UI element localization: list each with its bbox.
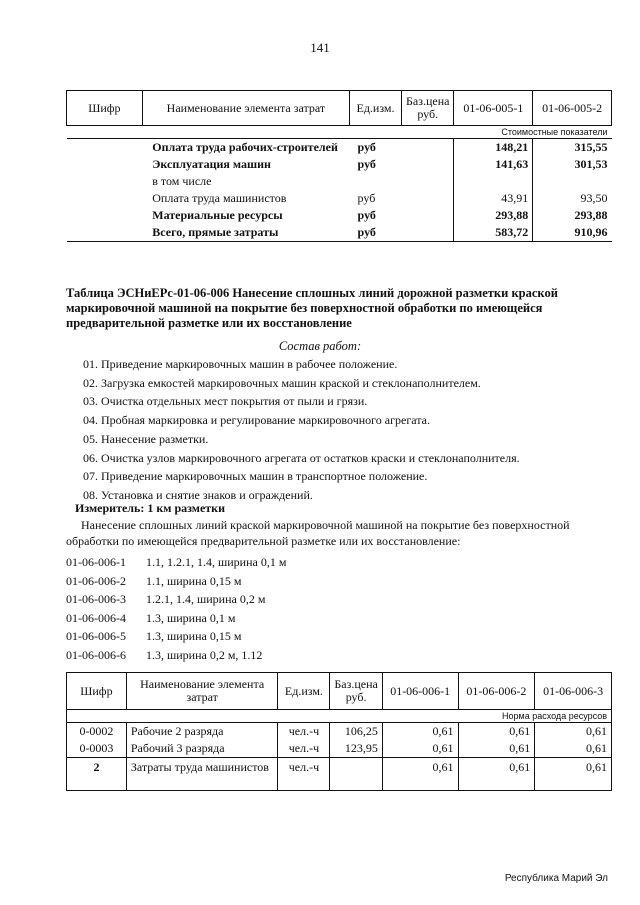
row-unit: чел.-ч bbox=[278, 758, 330, 791]
row-value: 583,72 bbox=[454, 224, 533, 242]
row-unit: чел.-ч bbox=[278, 740, 330, 758]
table-row bbox=[67, 740, 612, 758]
header-price: Баз.цена руб. bbox=[402, 91, 454, 126]
cost-table-header bbox=[67, 91, 612, 126]
row-unit: руб bbox=[357, 208, 376, 222]
code: 01-06-006-2 bbox=[66, 573, 126, 588]
row-name: Оплата труда рабочих-строителей bbox=[152, 140, 338, 154]
row-unit: руб bbox=[350, 224, 402, 242]
list-item bbox=[66, 627, 286, 646]
row-unit: руб bbox=[357, 157, 376, 171]
composition-heading: Состав работ: bbox=[278, 339, 362, 353]
row-value: 910,96 bbox=[533, 224, 612, 242]
header-name: Наименование элемента затрат bbox=[142, 91, 349, 126]
header-price: Баз.цена руб. bbox=[330, 673, 382, 710]
row-name: Рабочий 3 разряда bbox=[126, 740, 278, 758]
row-code: 0-0003 bbox=[67, 740, 127, 758]
list-item bbox=[66, 590, 286, 609]
list-item bbox=[66, 609, 286, 628]
footer-region: Республика Марий Эл bbox=[504, 873, 608, 884]
description: Нанесение сплошных линий краской маркировочной машиной на покрытие без поверхностной обработки по имеющейся предварительной разметке или их восстановление: bbox=[66, 518, 570, 548]
row-name: Всего, прямые затраты bbox=[142, 224, 349, 242]
row-value: 293,88 bbox=[454, 207, 533, 224]
row-name: в том числе bbox=[152, 174, 212, 188]
cost-subheader: Стоимостные показатели bbox=[67, 126, 612, 139]
row-price: 123,95 bbox=[330, 740, 382, 758]
table-row bbox=[67, 207, 612, 224]
row-value: 0,61 bbox=[458, 723, 535, 741]
row-value: 293,88 bbox=[533, 207, 612, 224]
list-item bbox=[66, 553, 286, 572]
code-text: 1.1, 1.2.1, 1.4, ширина 0,1 м bbox=[146, 555, 287, 569]
header-col1: 01-06-005-1 bbox=[454, 91, 533, 126]
code-text: 1.2.1, 1.4, ширина 0,2 м bbox=[146, 592, 266, 606]
code: 01-06-006-5 bbox=[66, 629, 126, 643]
list-item: 04. Пробная маркировка и регулирование маркировочного агрегата. bbox=[83, 413, 430, 428]
resource-table-header bbox=[67, 673, 612, 710]
row-name: Рабочие 2 разряда bbox=[126, 723, 278, 741]
code: 01-06-006-6 bbox=[66, 647, 126, 662]
row-name: Оплата труда машинистов bbox=[152, 191, 287, 205]
code: 01-06-006-3 bbox=[66, 592, 126, 606]
row-value: 0,61 bbox=[382, 740, 458, 758]
table-row bbox=[67, 173, 612, 190]
row-value: 0,61 bbox=[458, 758, 535, 791]
row-unit: чел.-ч bbox=[278, 723, 330, 741]
list-item: 08. Установка и снятие знаков и ограждений. bbox=[83, 487, 313, 502]
table-row bbox=[67, 190, 612, 207]
list-item: 02. Загрузка емкостей маркировочных машин краской и стеклонаполнителем. bbox=[83, 375, 481, 390]
row-name: Эксплуатация машин bbox=[152, 157, 271, 171]
codes-list bbox=[66, 553, 286, 664]
header-name: Наименование элемента затрат bbox=[126, 673, 278, 710]
code-text: 1.3, ширина 0,2 м, 1.12 bbox=[146, 647, 263, 662]
resource-table bbox=[66, 672, 612, 791]
header-col3: 01-06-006-3 bbox=[535, 673, 612, 710]
list-item bbox=[66, 646, 286, 665]
header-code: Шифр bbox=[67, 91, 143, 126]
header-code: Шифр bbox=[67, 673, 127, 710]
row-value: 0,61 bbox=[535, 723, 612, 741]
row-unit: руб bbox=[357, 191, 376, 205]
row-name: Затраты труда машинистов bbox=[126, 758, 278, 791]
row-value: 148,21 bbox=[454, 139, 533, 157]
code: 01-06-006-4 bbox=[66, 610, 126, 625]
list-item: 01. Приведение маркировочных машин в рабочее положение. bbox=[83, 357, 398, 371]
row-value: 0,61 bbox=[382, 723, 458, 741]
measure-unit: Измеритель: 1 км разметки bbox=[75, 501, 226, 515]
row-value: 0,61 bbox=[535, 758, 612, 791]
table-row bbox=[67, 758, 612, 791]
list-item: 03. Очистка отдельных мест покрытия от пыли и грязи. bbox=[83, 394, 368, 409]
code-text: 1.1, ширина 0,15 м bbox=[146, 573, 242, 588]
header-unit: Ед.изм. bbox=[350, 91, 402, 126]
works-list bbox=[83, 355, 520, 505]
row-value: 0,61 bbox=[535, 740, 612, 758]
code-text: 1.3, ширина 0,1 м bbox=[146, 610, 236, 625]
row-code: 2 bbox=[67, 758, 127, 791]
header-col2: 01-06-006-2 bbox=[458, 673, 535, 710]
row-value: 0,61 bbox=[382, 758, 458, 791]
row-value: 141,63 bbox=[454, 156, 533, 173]
row-value: 0,61 bbox=[458, 740, 535, 758]
section-title: Таблица ЭСНиЕРс-01-06-006 Нанесение сплошных линий дорожной разметки краской маркировочной машиной на покрытие без поверхностной обработки по имеющейся предварительной разметке или их восстановление bbox=[66, 286, 558, 330]
row-code: 0-0002 bbox=[67, 723, 127, 741]
table-row bbox=[67, 723, 612, 741]
row-price bbox=[330, 758, 382, 791]
page-number: 141 bbox=[310, 40, 330, 55]
list-item bbox=[66, 572, 286, 591]
list-item: 06. Очистка узлов маркировочного агрегата от остатков краски и стеклонаполнителя. bbox=[83, 450, 520, 465]
code: 01-06-006-1 bbox=[66, 555, 126, 569]
row-value: 93,50 bbox=[533, 190, 612, 207]
table-row bbox=[67, 156, 612, 173]
row-value: 315,55 bbox=[533, 139, 612, 157]
table-row bbox=[67, 139, 612, 157]
header-col1: 01-06-006-1 bbox=[382, 673, 458, 710]
row-unit: руб bbox=[357, 140, 376, 154]
row-value: 43,91 bbox=[454, 190, 533, 207]
header-col2: 01-06-005-2 bbox=[533, 91, 612, 126]
row-value: 301,53 bbox=[533, 156, 612, 173]
list-item: 07. Приведение маркировочных машин в транспортное положение. bbox=[83, 469, 428, 484]
header-unit: Ед.изм. bbox=[278, 673, 330, 710]
resource-subheader: Норма расхода ресурсов bbox=[67, 710, 612, 723]
code-text: 1.3, ширина 0,15 м bbox=[146, 629, 242, 643]
cost-subheader-row bbox=[67, 126, 612, 139]
row-name: Материальные ресурсы bbox=[152, 208, 283, 222]
row-price: 106,25 bbox=[330, 723, 382, 741]
table-row bbox=[67, 224, 612, 242]
list-item: 05. Нанесение разметки. bbox=[83, 431, 209, 446]
resource-subheader-row bbox=[67, 710, 612, 723]
cost-table bbox=[66, 90, 612, 242]
